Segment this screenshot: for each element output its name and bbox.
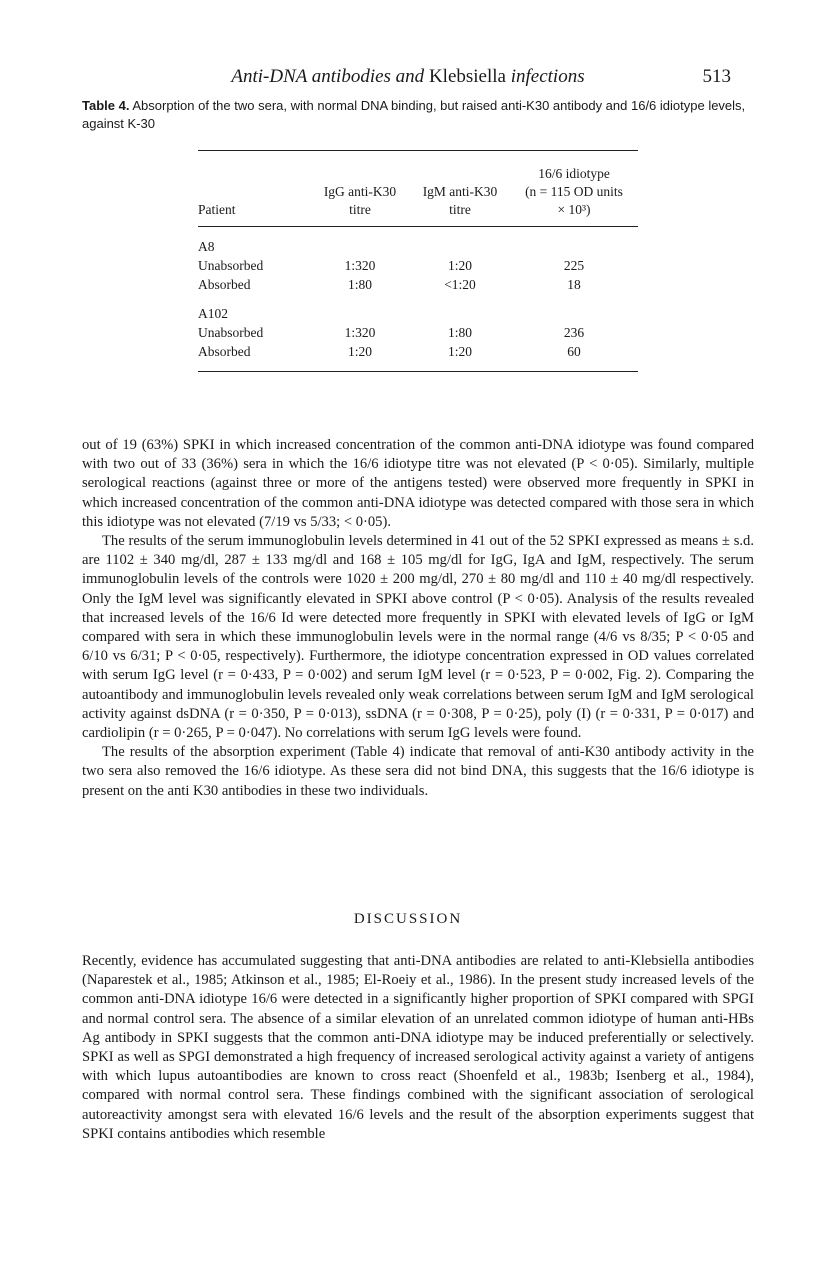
group-name: A102	[198, 306, 228, 321]
cell-igg: 1:20	[347, 344, 372, 359]
row-label: Unabsorbed	[198, 325, 264, 340]
discussion-paragraph-1: Recently, evidence has accumulated suggesting that anti-DNA antibodies are related to anti-Klebsiella antibodies (Naparestek et al., 1985; Atkinson et al., 1985; El-Roeiy et al., 1986). In the present study increased levels of the common anti-DNA idiotype 16/6 were detected in a significantly higher proportion of SPKI compared with SPGI and normal control sera. The absence of a similar elevation of an unrelated common idiotype of human anti-HBs Ag antibody in SPKI suggests that the common anti-DNA idiotype may be induced preferentially or selectively. SPKI as well as SPGI demonstrated a high frequency of increased serological activity against a variety of antigens with which lupus autoantibodies are known to cross react (Shoenfeld et al., 1983b; Isenberg et al., 1984), compared with normal control sera. These findings combined with the significant association of serological autoreactivity amongst sera with elevated 16/6 levels and the result of the absorption experiments suggest that SPKI contains antibodies which resemble	[82, 953, 754, 1142]
header-patient: Patient	[198, 202, 236, 217]
table-row	[198, 342, 638, 361]
table-caption	[82, 97, 762, 133]
running-title	[0, 66, 816, 88]
table-group-row	[198, 237, 638, 256]
cell-igg: 1:320	[344, 325, 376, 340]
header-idiotype: 16/6 idiotype (n = 115 OD units × 10³)	[525, 166, 623, 217]
table-caption-label: Table 4.	[82, 98, 130, 113]
cell-idiotype: 60	[567, 344, 581, 359]
results-paragraph-3: The results of the absorption experiment (Table 4) indicate that removal of anti-K30 antibody activity in the two sera also removed the 16/6 idiotype. As these sera did not bind DNA, this suggests that the 16/6 idiotype is present on the anti K30 antibodies in these two individuals.	[82, 744, 754, 799]
header-igg: IgG anti-K30 titre	[323, 184, 397, 217]
discussion-text	[82, 952, 754, 1144]
cell-igm: 1:20	[447, 344, 472, 359]
cell-idiotype: 225	[563, 258, 585, 273]
running-head	[0, 66, 816, 92]
cell-igm: 1:80	[447, 325, 472, 340]
cell-igm: <1:20	[444, 277, 476, 292]
absorption-table	[198, 150, 638, 372]
table-group-row	[198, 304, 638, 323]
table-caption-text: Absorption of the two sera, with normal DNA binding, but raised anti-K30 antibody and 16/6 idiotype levels, against K-30	[82, 98, 746, 131]
results-paragraph-1: out of 19 (63%) SPKI in which increased concentration of the common anti-DNA idiotype was found compared with two out of 33 (36%) sera in which the 16/6 idiotype titre was not elevated (P < 0·05). Similarly, multiple serological reactions (against three or more of the antigens tested) were observed more frequently in SPKI in which increased concentration of the common anti-DNA idiotype was detected compared with those sera in which this idiotype was not elevated (7/19 vs 5/33; < 0·05).	[82, 437, 754, 530]
cell-igg: 1:320	[344, 258, 376, 273]
table-header-row	[198, 151, 638, 227]
discussion-heading: DISCUSSION	[353, 911, 463, 927]
table-row	[198, 256, 638, 275]
running-title-part3: infections	[510, 66, 585, 87]
running-title-part2: Klebsiella	[428, 66, 506, 87]
table-row	[198, 275, 638, 294]
running-title-part1: Anti-DNA antibodies and	[231, 66, 425, 87]
group-name: A8	[198, 239, 215, 254]
cell-idiotype: 236	[563, 325, 585, 340]
cell-igm: 1:20	[447, 258, 472, 273]
cell-igg: 1:80	[347, 277, 372, 292]
header-igm: IgM anti-K30 titre	[422, 184, 498, 217]
results-text	[82, 436, 754, 801]
row-label: Absorbed	[198, 277, 251, 292]
page-number: 513	[702, 66, 731, 87]
results-paragraph-2: The results of the serum immunoglobulin levels determined in 41 out of the 52 SPKI expressed as means ± s.d. are 1102 ± 340 mg/dl, 287 ± 133 mg/dl and 168 ± 105 mg/dl for IgG, IgA and IgM, respectively. The serum immunoglobulin levels of the controls were 1020 ± 200 mg/dl, 270 ± 80 mg/dl and 110 ± 40 mg/dl respectively. Only the IgM level was significantly elevated in SPKI above control (P < 0·05). Analysis of the results revealed that increased levels of the 16/6 Id were detected more frequently in SPKI with elevated levels of IgG or IgM compared with sera in which these immunoglobulin levels were in the normal range (4/6 vs 8/35; P < 0·05 and 6/10 vs 6/31; P < 0·05, respectively). Furthermore, the idiotype concentration expressed in OD values correlated with serum IgG level (r = 0·433, P = 0·002) and serum IgM level (r = 0·523, P = 0·002, Fig. 2). Comparing the autoantibody and immunoglobulin levels revealed only weak correlations between serum IgM and IgM serological activity against dsDNA (r = 0·350, P = 0·013), ssDNA (r = 0·308, P = 0·25), poly (I) (r = 0·331, P = 0·017) and cardiolipin (r = 0·265, P = 0·047). No correlations with serum IgG levels were found.	[82, 533, 754, 742]
row-label: Unabsorbed	[198, 258, 264, 273]
table-row	[198, 323, 638, 342]
cell-idiotype: 18	[567, 277, 581, 292]
row-label: Absorbed	[198, 344, 251, 359]
